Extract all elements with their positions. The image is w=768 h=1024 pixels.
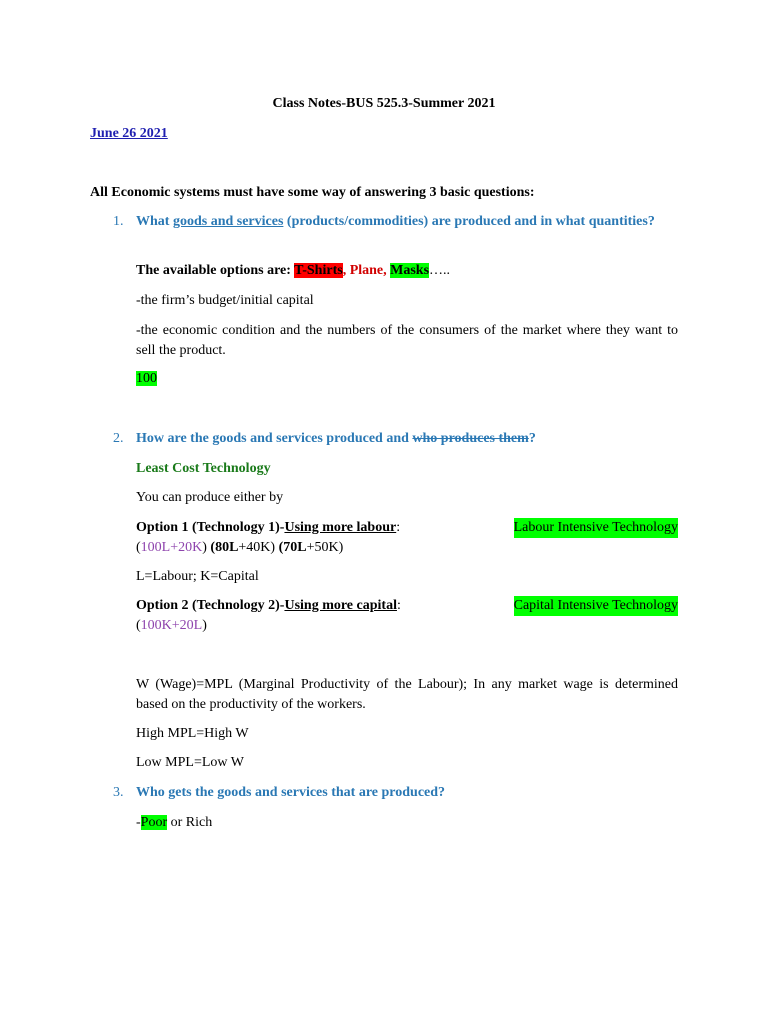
legend-lk: L=Labour; K=Capital — [136, 569, 259, 584]
high-mpl-line: High MPL=High W — [136, 726, 249, 741]
option-1-formulas — [136, 538, 678, 558]
colon: : — [396, 598, 401, 613]
paren: ( — [136, 539, 141, 555]
question-number: 2. — [113, 431, 124, 446]
question-text-part: How are the goods and services produced and — [136, 431, 413, 446]
option-tshirts: T-Shirts — [294, 263, 343, 278]
page-title: Class Notes-BUS 525.3-Summer 2021 — [272, 96, 496, 111]
formula-3-bold: (70L — [278, 539, 307, 555]
option-2-label — [136, 596, 401, 616]
formula-1: 100L+20K — [140, 539, 203, 555]
poor-highlight: Poor — [140, 815, 168, 830]
option-1-line — [136, 518, 678, 557]
produce-either-line: You can produce either by — [136, 490, 284, 505]
option-1-method: Using more labour — [284, 520, 397, 535]
labour-intensive-highlight: Labour Intensive Technology — [514, 518, 678, 538]
formula-3-rest: +50K) — [306, 539, 344, 555]
option-2-line — [136, 596, 678, 635]
capital-intensive-highlight: Capital Intensive Technology — [514, 596, 678, 616]
question-text-part: What — [136, 214, 173, 229]
formula-2-rest: +40K) — [238, 539, 279, 555]
question-text: Who gets the goods and services that are produced? — [136, 785, 446, 800]
wage-definition: W (Wage)=MPL (Marginal Productivity of the Labour); In any market wage is determined based on the productivity of the workers. — [136, 677, 678, 712]
quantity-value — [136, 369, 157, 389]
option-2-method: Using more capital — [284, 598, 397, 613]
poor-rich-line — [136, 813, 678, 833]
question-text-part: ? — [528, 431, 536, 446]
goods-services-term: goods and services — [172, 214, 284, 229]
budget-line: -the firm’s budget/initial capital — [136, 293, 314, 308]
paren: ( — [136, 617, 141, 633]
question-number: 1. — [113, 214, 124, 229]
separator: , — [383, 263, 391, 278]
or-rich-text: or Rich — [167, 815, 213, 830]
colon: : — [396, 520, 401, 535]
option-2-title: Option 2 (Technology 2)- — [136, 598, 285, 613]
paren: ) — [202, 617, 207, 633]
question-text — [136, 429, 678, 449]
intro-text: All Economic systems must have some way of answering 3 basic questions: — [90, 185, 535, 200]
low-mpl-line: Low MPL=Low W — [136, 755, 244, 770]
option-1-title: Option 1 (Technology 1)- — [136, 520, 285, 535]
highlighted-value: 100 — [136, 371, 157, 386]
formula-2-bold: (80L — [210, 539, 239, 555]
option-1-label — [136, 518, 400, 538]
options-line — [136, 261, 678, 281]
paren: ) — [202, 539, 211, 555]
dash: - — [136, 815, 141, 830]
struck-text: who produces them — [412, 431, 529, 446]
date-heading: June 26 2021 — [90, 126, 168, 141]
economic-condition-line: -the economic condition and the numbers of the consumers of the market where they want to sell the product. — [136, 323, 678, 358]
option-masks: Masks — [390, 263, 430, 278]
ellipsis: ….. — [429, 263, 451, 278]
least-cost-heading: Least Cost Technology — [136, 461, 271, 476]
question-text — [136, 212, 678, 232]
option-2-formula — [136, 616, 678, 636]
question-number: 3. — [113, 785, 124, 800]
formula: 100K+20L — [140, 617, 203, 633]
option-plane: Plane — [349, 263, 384, 278]
separator: , — [342, 263, 350, 278]
options-label: The available options are: — [136, 263, 295, 278]
question-text-part: (products/commodities) are produced and in what quantities? — [283, 214, 655, 229]
